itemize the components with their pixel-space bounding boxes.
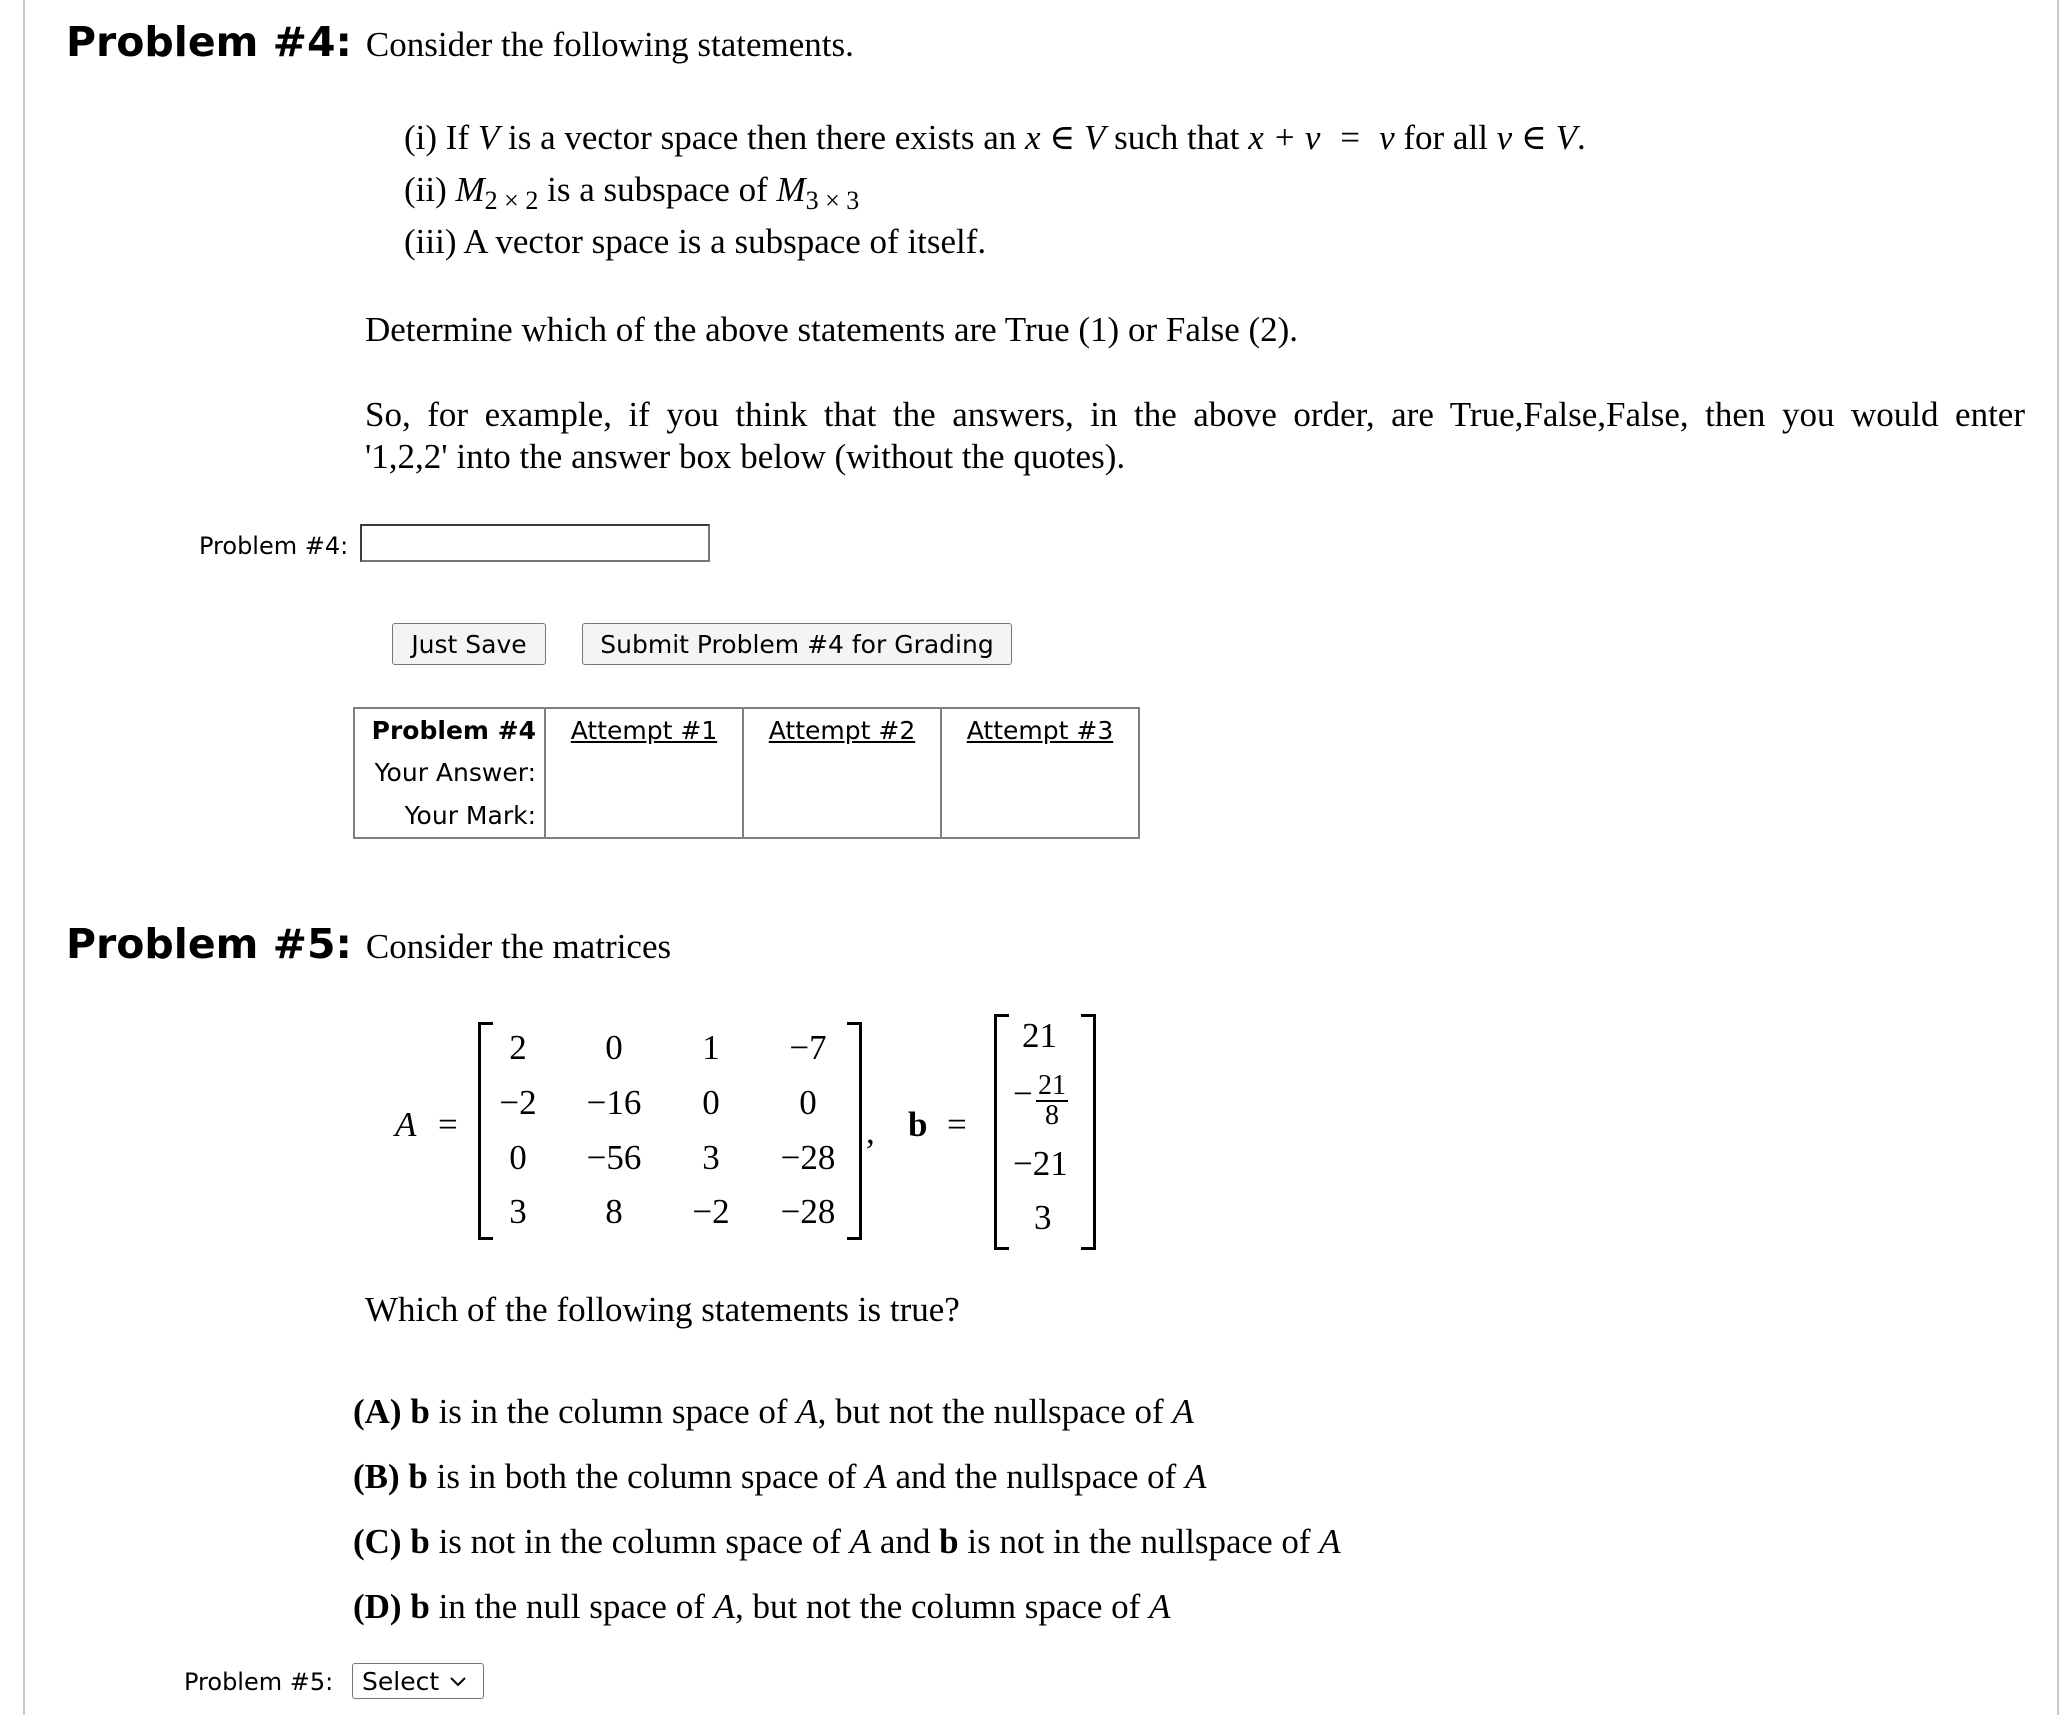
- mark-cell-1: [545, 794, 743, 838]
- select-value: Select: [362, 1666, 440, 1696]
- option-c-A1: A: [849, 1522, 872, 1561]
- stmt1-x: x: [1025, 118, 1041, 157]
- vector-b-entry-2-sign: −: [1013, 1074, 1033, 1113]
- problem4-intro: Consider the following statements.: [365, 25, 854, 64]
- option-a-text1: is in the column space of: [429, 1392, 797, 1431]
- option-d-A2: A: [1149, 1587, 1171, 1626]
- option-b-tag: (B): [353, 1457, 400, 1496]
- matrix-a-equals: =: [438, 1105, 458, 1144]
- attempts-header-row: [354, 708, 1139, 751]
- matrix-a-cell-r3-c4: −28: [780, 1138, 836, 1177]
- option-d-text1: in the null space of: [429, 1587, 714, 1626]
- problem4-heading: [66, 18, 854, 66]
- problem4-title: Problem #4:: [66, 18, 352, 66]
- problem5-title: Problem #5:: [66, 920, 352, 968]
- option-c-b2: b: [939, 1522, 959, 1561]
- stmt2-M2: M: [776, 170, 806, 209]
- option-d: [353, 1587, 1170, 1627]
- right-border: [2057, 0, 2059, 1715]
- vector-b-entry-1: 21: [1022, 1016, 1057, 1055]
- statement-2: [404, 170, 860, 215]
- attempt-2-header[interactable]: [743, 708, 941, 751]
- answer-cell-3: [941, 751, 1139, 794]
- vector-b-right-bracket: [1081, 1014, 1096, 1250]
- matrix-a-cell-r1-c3: 1: [702, 1028, 720, 1067]
- stmt1-in1: ∈: [1040, 118, 1084, 157]
- matrix-a-cell-r1-c1: 2: [509, 1028, 527, 1067]
- attempts-table-title: Problem #4: [354, 708, 545, 751]
- left-border: [23, 0, 25, 1715]
- option-d-b: b: [410, 1587, 430, 1626]
- stmt2-mid: is a subspace of: [538, 170, 777, 209]
- matrix-a-cell-r1-c4: −7: [789, 1028, 827, 1067]
- stmt1-v: v: [1496, 118, 1513, 157]
- answer-cell-1: [545, 751, 743, 794]
- stmt1-V: V: [477, 118, 500, 157]
- option-c-text2: and: [871, 1522, 940, 1561]
- option-a: [353, 1392, 1194, 1432]
- option-a-tag: (A): [353, 1392, 402, 1431]
- option-d-text2: , but not the column space of: [735, 1587, 1150, 1626]
- matrix-a-cell-r2-c1: −2: [499, 1083, 537, 1122]
- stmt1-mid2: such that: [1105, 118, 1249, 157]
- stmt1-expr: x + v = v: [1248, 118, 1395, 157]
- option-c-A2: A: [1319, 1522, 1341, 1561]
- example-line-1: So, for example, if you think that the answers, in the above order, are True,False,False, then you would enter: [365, 395, 2025, 434]
- option-d-A1: A: [713, 1587, 736, 1626]
- matrix-a-cell-r3-c3: 3: [702, 1138, 720, 1177]
- option-c-b: b: [410, 1522, 430, 1561]
- statement-1: [404, 118, 1586, 158]
- option-c: [353, 1522, 1341, 1562]
- matrix-a-label: A: [395, 1105, 417, 1144]
- attempt-1-header[interactable]: [545, 708, 743, 751]
- statement-3: (iii) A vector space is a subspace of itself.: [404, 222, 987, 261]
- your-mark-row: [354, 794, 1139, 838]
- just-save-button[interactable]: Just Save: [392, 623, 546, 665]
- example-line-2: '1,2,2' into the answer box below (without the quotes).: [365, 437, 1126, 476]
- stmt2-prefix: (ii): [404, 170, 456, 209]
- stmt1-mid1: is a vector space then there exists an: [499, 118, 1026, 157]
- problem5-intro: Consider the matrices: [365, 927, 672, 966]
- option-c-tag: (C): [353, 1522, 402, 1561]
- attempt-1-link[interactable]: Attempt #1: [570, 715, 718, 745]
- option-a-text2: , but not the nullspace of: [817, 1392, 1173, 1431]
- option-d-tag: (D): [353, 1587, 402, 1626]
- option-c-text1: is not in the column space of: [429, 1522, 850, 1561]
- problem4-answer-label: Problem #4:: [199, 532, 349, 560]
- option-a-b: b: [410, 1392, 430, 1431]
- problem5-heading: [66, 920, 671, 968]
- problem5-answer-select[interactable]: [352, 1663, 484, 1699]
- option-b-A2: A: [1185, 1457, 1207, 1496]
- option-b-text2: and the nullspace of: [886, 1457, 1186, 1496]
- vector-b-entry-4: 3: [1034, 1198, 1052, 1237]
- problem5-question: Which of the following statements is true?: [365, 1290, 960, 1329]
- problem4-answer-input[interactable]: [360, 524, 710, 562]
- attempt-3-link[interactable]: Attempt #3: [966, 715, 1114, 745]
- matrix-a-cell-r2-c4: 0: [799, 1083, 817, 1122]
- vector-b-equals: =: [947, 1105, 967, 1144]
- attempts-table: [353, 707, 1140, 839]
- attempt-3-header[interactable]: [941, 708, 1139, 751]
- instruction-text: Determine which of the above statements are True (1) or False (2).: [365, 310, 1299, 349]
- answer-cell-2: [743, 751, 941, 794]
- stmt1-in2: ∈: [1512, 118, 1556, 157]
- fraction-numerator: 21: [1038, 1070, 1066, 1101]
- mark-cell-2: [743, 794, 941, 838]
- vector-b-left-bracket: [994, 1014, 1009, 1250]
- your-answer-row: [354, 751, 1139, 794]
- stmt1-V3: V: [1555, 118, 1578, 157]
- matrix-a-cell-r4-c4: −28: [780, 1192, 836, 1231]
- submit-problem4-button[interactable]: Submit Problem #4 for Grading: [582, 623, 1012, 665]
- stmt2-sub2: 3 × 3: [805, 186, 860, 215]
- option-b: [353, 1457, 1206, 1497]
- matrix-a-cell-r1-c2: 0: [605, 1028, 623, 1067]
- option-b-text1: is in both the column space of: [427, 1457, 866, 1496]
- vector-b-entry-3: −21: [1013, 1144, 1068, 1183]
- stmt1-prefix: (i) If: [404, 118, 478, 157]
- stmt1-end: .: [1577, 118, 1586, 157]
- option-b-b: b: [408, 1457, 428, 1496]
- stmt1-mid3: for all: [1394, 118, 1497, 157]
- matrix-a-cell-r2-c3: 0: [702, 1083, 720, 1122]
- stmt1-V2: V: [1084, 118, 1106, 157]
- matrix-a-cell-r4-c1: 3: [509, 1192, 527, 1231]
- vector-b-label: b: [908, 1105, 928, 1144]
- option-a-A2: A: [1172, 1392, 1194, 1431]
- your-mark-label: Your Mark:: [354, 794, 545, 838]
- problem5-answer-label: Problem #5:: [184, 1668, 334, 1696]
- stmt2-M1: M: [455, 170, 485, 209]
- mark-cell-3: [941, 794, 1139, 838]
- matrix-a-cell-r3-c1: 0: [509, 1138, 527, 1177]
- attempt-2-link[interactable]: Attempt #2: [768, 715, 916, 745]
- option-a-A1: A: [796, 1392, 818, 1431]
- fraction-denominator: 8: [1045, 1100, 1059, 1131]
- vector-b-entry-2-fraction: [1036, 1072, 1068, 1130]
- your-answer-label: Your Answer:: [354, 751, 545, 794]
- option-b-A1: A: [865, 1457, 887, 1496]
- matrix-comma: ,: [866, 1112, 875, 1151]
- chevron-down-icon: [449, 1669, 467, 1693]
- stmt2-sub1: 2 × 2: [484, 186, 539, 215]
- matrix-a-cell-r4-c3: −2: [692, 1192, 730, 1231]
- option-c-text3: is not in the nullspace of: [958, 1522, 1320, 1561]
- matrix-a-cell-r4-c2: 8: [605, 1192, 623, 1231]
- matrix-a-cell-r3-c2: −56: [586, 1138, 642, 1177]
- matrix-a-cell-r2-c2: −16: [586, 1083, 642, 1122]
